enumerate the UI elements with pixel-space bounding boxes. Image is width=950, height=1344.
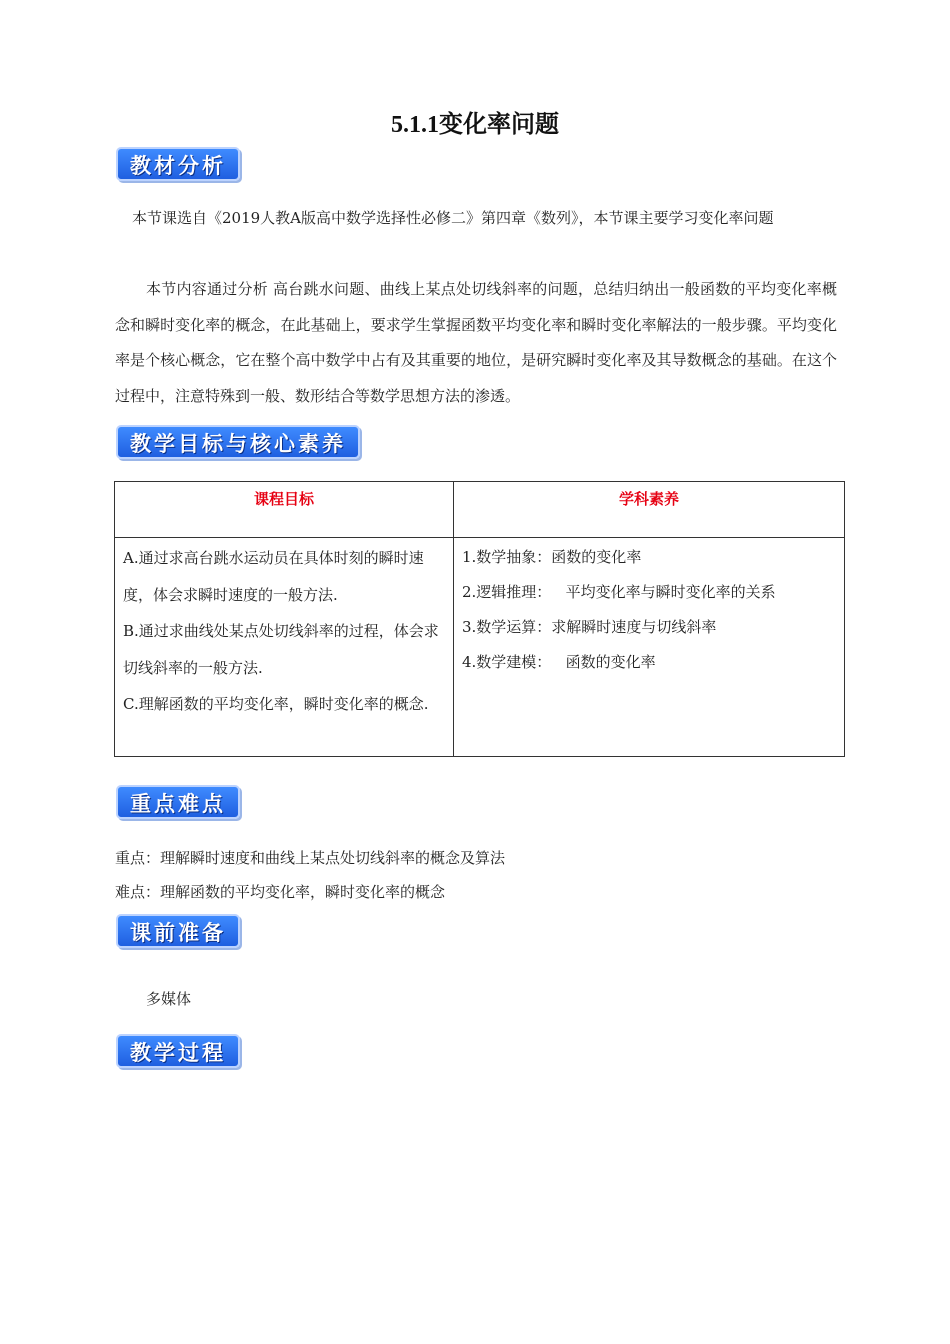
analysis-paragraph-1: 本节课选自《2019人教A版高中数学选择性必修二》第四章《数列》，本节课主要学习变化率问题 [132, 209, 774, 227]
goal-item: C.理解函数的平均变化率，瞬时变化率的概念. [123, 695, 429, 713]
page-title: 5.1.1变化率问题 [391, 112, 559, 138]
goals-table [114, 481, 845, 757]
literacy-cell [454, 538, 845, 757]
table-header-course-goals: 课程目标 [115, 482, 454, 538]
goal-item: A.通过求高台跳水运动员在具体时刻的瞬时速度，体会求瞬时速度的一般方法. [123, 549, 424, 604]
section-badge-preparation: 课前准备 [116, 914, 240, 948]
section-badge-analysis: 教材分析 [116, 147, 240, 181]
table-row [115, 538, 845, 757]
section-badge-goals: 教学目标与核心素养 [116, 425, 360, 459]
literacy-item: 2.逻辑推理： 平均变化率与瞬时变化率的关系 [462, 583, 776, 601]
goal-item: B.通过求曲线处某点处切线斜率的过程，体会求切线斜率的一般方法. [123, 622, 439, 677]
literacy-item: 3.数学运算：求解瞬时速度与切线斜率 [462, 618, 717, 636]
difficulty-line: 难点：理解函数的平均变化率，瞬时变化率的概念 [115, 883, 446, 901]
literacy-item: 1.数学抽象：函数的变化率 [462, 548, 642, 566]
course-goals-cell [115, 538, 454, 757]
analysis-paragraph-2: 本节内容通过分析 高台跳水问题、曲线上某点处切线斜率的问题，总结归纳出一般函数的平均变化率概念和瞬时变化率的概念，在此基础上，要求学生掌握函数平均变化率和瞬时变化率解法的一般步骤。平均变化率是个核心概念，它在整个高中数学中占有及其重要的地位，是研究瞬时变化率及其导数概念的基础。在这个过程中，注意特殊到一般、数形结合等数学思想方法的渗透。 [115, 280, 837, 405]
section-badge-key-points: 重点难点 [116, 785, 240, 819]
focus-line: 重点：理解瞬时速度和曲线上某点处切线斜率的概念及算法 [115, 849, 506, 867]
literacy-item: 4.数学建模： 函数的变化率 [462, 653, 656, 671]
preparation-text: 多媒体 [146, 990, 192, 1008]
section-badge-process: 教学过程 [116, 1034, 240, 1068]
table-header-literacy: 学科素养 [454, 482, 845, 538]
table-header-row [115, 482, 845, 538]
